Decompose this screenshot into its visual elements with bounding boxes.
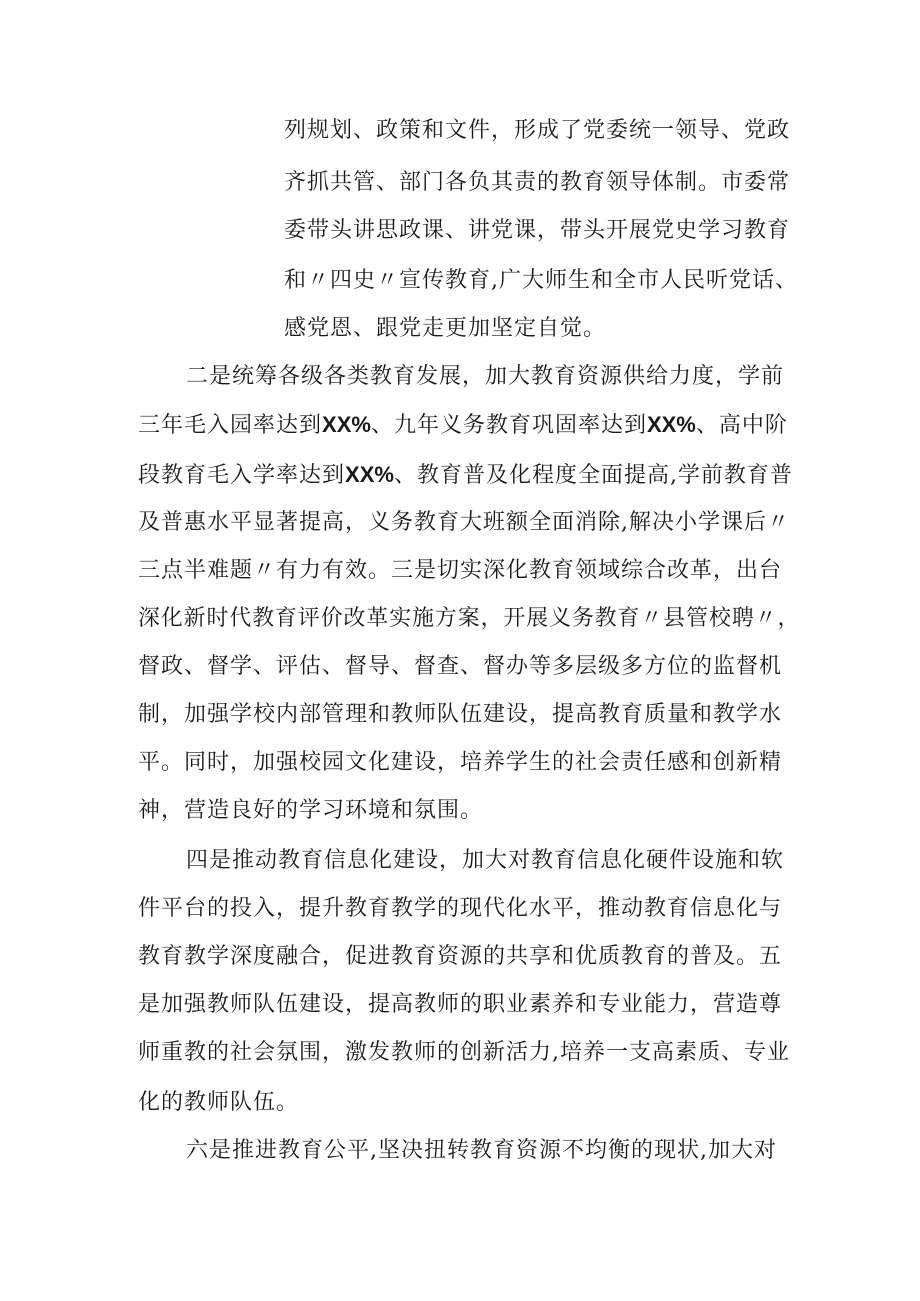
text-line: 及普惠水平显著提高，义务教育大班额全面消除,解决小学课后〃 xyxy=(138,510,790,535)
text-line: 师重教的社会氛围，激发教师的创新活力,培养一支高素质、专业 xyxy=(138,1040,790,1065)
text-segment: 三年毛入园率达到 xyxy=(138,413,323,438)
text-segment: 、高中阶 xyxy=(695,413,788,438)
text-line: 神，营造良好的学习环境和氛围。 xyxy=(138,798,484,823)
text-line: 四是推动教育信息化建设，加大对教育信息化硬件设施和软 xyxy=(186,848,785,873)
placeholder-value: XX% xyxy=(646,412,696,437)
text-line: 件平台的投入，提升教育教学的现代化水平，推动教育信息化与 xyxy=(138,896,783,921)
text-line xyxy=(138,410,788,441)
placeholder-value: XX% xyxy=(345,462,394,487)
text-line xyxy=(138,460,793,491)
text-segment: 、九年义务教育巩固率达到 xyxy=(370,413,647,438)
text-line: 六是推进教育公平,坚决扭转教育资源不均衡的现状,加大对 xyxy=(186,1138,777,1163)
text-line: 是加强教师队伍建设，提高教师的职业素养和专业能力，营造尊 xyxy=(138,992,783,1017)
text-line: 督政、督学、评估、督导、督查、督办等多层级多方位的监督机 xyxy=(138,654,783,679)
text-line: 和〃四史〃宣传教育,广大师生和全市人民听党话、 xyxy=(284,268,798,293)
text-line: 二是统筹各级各类教育发展，加大教育资源供给力度，学前 xyxy=(186,364,785,389)
text-line: 三点半难题〃有力有效。三是切实深化教育领域综合改革，出台 xyxy=(138,558,783,583)
text-segment: 段教育毛入学率达到 xyxy=(138,463,346,488)
text-line: 教育教学深度融合，促进教育资源的共享和优质教育的普及。五 xyxy=(138,944,783,969)
text-line: 平。同时，加强校园文化建设，培养学生的社会责任感和创新精 xyxy=(138,750,783,775)
text-line: 列规划、政策和文件，形成了党委统一领导、党政 xyxy=(284,118,791,143)
text-line: 齐抓共管、部门各负其责的教育领导体制。市委常 xyxy=(284,170,791,195)
placeholder-value: XX% xyxy=(322,412,371,437)
text-line: 制，加强学校内部管理和教师队伍建设，提高教育质量和教学水 xyxy=(138,702,783,727)
text-line: 感党恩、跟党走更加坚定自觉。 xyxy=(284,316,607,341)
text-line: 深化新时代教育评价改革实施方案，开展义务教育〃县管校聘〃， xyxy=(138,606,801,631)
text-segment: 、教育普及化程度全面提高,学前教育普 xyxy=(393,463,793,488)
text-line: 委带头讲思政课、讲党课，带头开展党史学习教育 xyxy=(284,218,791,243)
text-line: 化的教师队伍。 xyxy=(138,1090,300,1115)
